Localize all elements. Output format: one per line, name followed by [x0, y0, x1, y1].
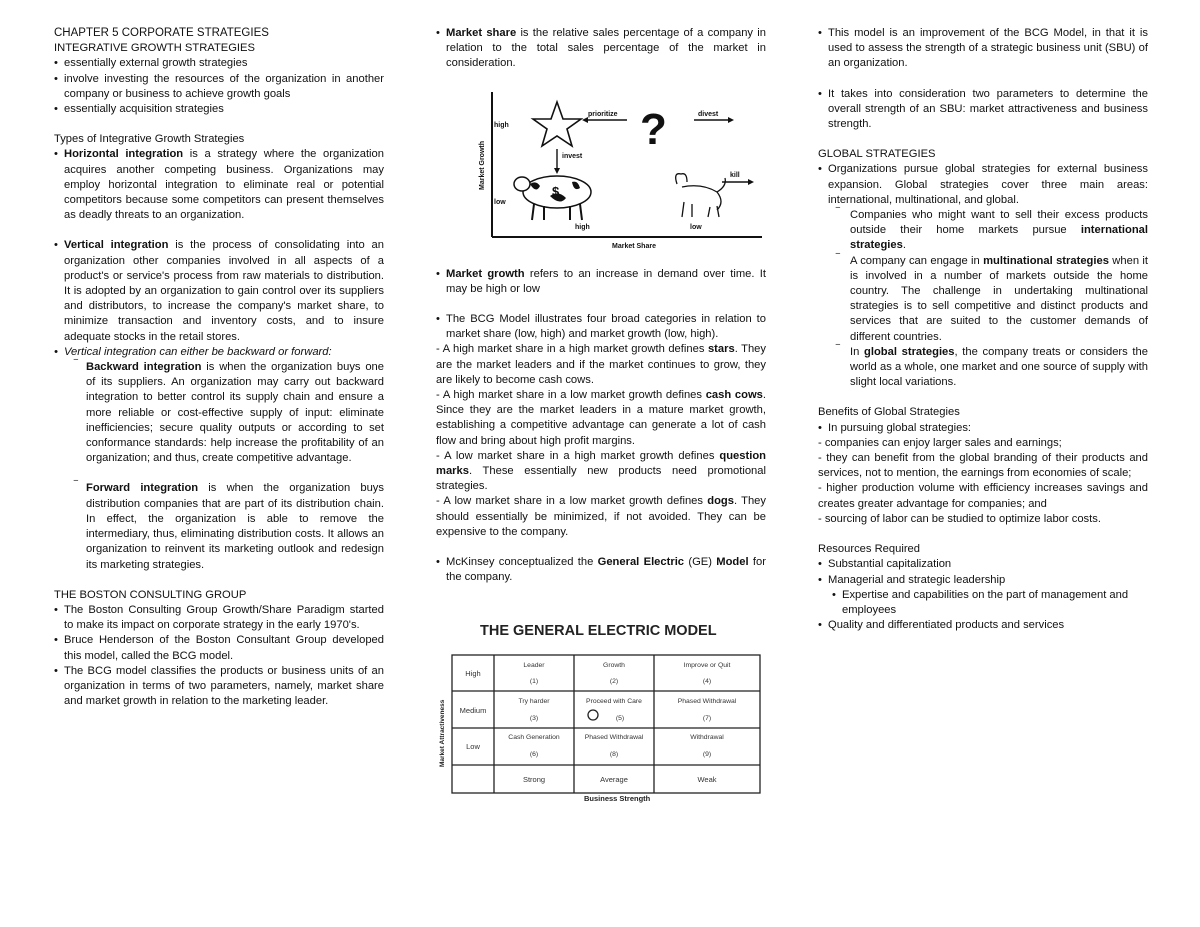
- ge-cell-num: (7): [702, 715, 712, 723]
- section-title: INTEGRATIVE GROWTH STRATEGIES: [54, 42, 255, 55]
- multinational-item: ‾ A company can engage in multinational strategies when it is involved in a number of markets outside the home country. The challenge in undertaking multinational strategies is to sell competitive and distinct products and services that are suited to the customer demands of different countries.: [818, 254, 1148, 345]
- question-marks-definition: - A low market share in a high market growth defines question marks. These essentially new products need promotional strategies.: [436, 449, 766, 493]
- ge-row-low: Low: [466, 742, 480, 752]
- resources-heading: Resources Required: [818, 543, 920, 556]
- list-item: • It takes into consideration two parameters to determine the overall strength of an SBU: market attractiveness and business strength.: [818, 87, 1148, 133]
- ge-cell-num: (3): [529, 715, 539, 723]
- ge-cell-num: (2): [609, 678, 619, 686]
- ge-cell-label: Phased Withdrawal: [584, 734, 644, 742]
- list-item: • essentially external growth strategies: [54, 56, 384, 71]
- list-item: • Substantial capitalization: [818, 557, 1148, 572]
- ge-cell-label: Try harder: [518, 698, 550, 706]
- backward-integration-item: [54, 360, 384, 466]
- benefit-line: - they can benefit from the global branding of their products and services, not to mention, the earnings from economies of scale;: [818, 452, 1148, 480]
- ge-cell-label: Leader: [523, 662, 545, 670]
- vertical-note: • Vertical integration can either be backward or forward:: [54, 345, 384, 360]
- global-intro: • Organizations pursue global strategies for external business expansion. Global strategies cover three main areas: international, multinational, and global.: [818, 162, 1148, 208]
- market-growth-item: [436, 267, 766, 297]
- ge-model-diagram: [436, 615, 766, 805]
- bcg-matrix-diagram: [472, 92, 762, 252]
- mckinsey-item: • McKinsey conceptualized the General Electric (GE) Model for the company.: [436, 555, 766, 585]
- types-heading: Types of Integrative Growth Strategies: [54, 133, 245, 146]
- term: Forward integration: [86, 482, 199, 495]
- ge-cell-num: (9): [702, 751, 712, 759]
- bcg-x-high: high: [575, 223, 590, 231]
- list-item: • involve investing the resources of the organization in another company or business to achieve growth goals: [54, 72, 384, 102]
- forward-integration-item: [54, 481, 384, 572]
- ge-col-average: Average: [600, 775, 628, 785]
- invest-label: invest: [562, 152, 583, 160]
- ge-row-medium: Medium: [459, 706, 487, 716]
- kill-label: kill: [730, 171, 740, 179]
- bcg-heading: THE BOSTON CONSULTING GROUP: [54, 588, 247, 601]
- definition: is when the organization buys distribution companies that are part of its distribution chain. In effect, the organization is able to remove the intermediary, thus, eliminating distribution costs. It allows an organization to reinvent its marketing outlook and redesign its marketing strategies.: [86, 482, 384, 571]
- benefit-line: - higher production volume with efficiency increases savings and creates greater advantage for companies; and: [818, 482, 1148, 510]
- benefit-line: - sourcing of labor can be studied to optimize labor costs.: [818, 512, 1101, 525]
- ge-y-axis-label: Market Attractiveness: [439, 700, 446, 768]
- term: Market growth: [446, 267, 525, 280]
- ge-col-strong: Strong: [522, 775, 546, 785]
- ge-cell-label: Proceed with Care: [586, 698, 642, 706]
- star-icon: [533, 102, 581, 146]
- benefit-line: - companies can enjoy larger sales and earnings;: [818, 436, 1062, 449]
- ge-cell-num: (6): [529, 751, 539, 759]
- global-heading: GLOBAL STRATEGIES: [818, 148, 936, 161]
- list-item: • The BCG model classifies the products or business units of an organization in terms of two parameters, namely, market share and market growth in relation to the marketing leader.: [54, 664, 384, 710]
- dogs-definition: - A low market share in a low market growth defines dogs. They should essentially be minimized, if not avoided. They can be expensive to the company.: [436, 495, 766, 538]
- bcg-x-low: low: [690, 223, 702, 231]
- term: Market share: [446, 27, 517, 39]
- list-item: • This model is an improvement of the BCG Model, in that it is used to assess the strength of a strategic business unit (SBU) of an organization.: [818, 26, 1148, 72]
- cash-cow-icon: [514, 176, 591, 220]
- horizontal-integration-item: [54, 147, 384, 223]
- term: Vertical integration: [64, 239, 169, 252]
- bcg-y-axis-label: Market Growth: [479, 140, 486, 190]
- ge-cell-label: Phased Withdrawal: [677, 698, 737, 706]
- list-item: • Bruce Henderson of the Boston Consultant Group developed this model, called the BCG model.: [54, 633, 384, 663]
- column-3: [818, 26, 1148, 633]
- ge-cell-label: Withdrawal: [690, 734, 724, 742]
- list-item: • Expertise and capabilities on the part of management and employees: [818, 588, 1148, 618]
- ge-cell-label: Improve or Quit: [683, 662, 731, 670]
- bcg-y-low: low: [494, 198, 506, 206]
- ge-col-weak: Weak: [697, 775, 717, 785]
- ge-cell-label: Cash Generation: [508, 734, 560, 742]
- ge-x-axis-label: Business Strength: [584, 794, 651, 804]
- circle-marker-icon: [588, 710, 598, 720]
- definition: is when the organization buys one of its suppliers. An organization may carry out backward integration to better control its supply chain and ensure a more reliable or cost-effective supply of input: eliminate inefficiencies; secure quality outputs or according to set conformance standards: help increase the profitability of an organization; and thus, create competitive advantage.: [86, 361, 385, 465]
- benefits-heading: Benefits of Global Strategies: [818, 406, 960, 419]
- bcg-y-high: high: [494, 121, 509, 129]
- divest-label: divest: [698, 110, 719, 118]
- cash-cows-definition: - A high market share in a low market growth defines cash cows. Since they are the market leaders in a mature market growth, establishing a competitive advantage can generate a lot of cash flow and bring about high profit margins.: [436, 389, 767, 447]
- ge-model-title: THE GENERAL ELECTRIC MODEL: [480, 623, 717, 640]
- list-item: • Managerial and strategic leadership: [818, 573, 1148, 588]
- list-item: • The Boston Consulting Group Growth/Share Paradigm started to make its impact on corporate strategy in the early 1970's.: [54, 603, 384, 633]
- ge-cell-label: Growth: [603, 662, 625, 670]
- list-item: • essentially acquisition strategies: [54, 102, 384, 117]
- column-2: [436, 26, 766, 805]
- definition: refers to an increase in demand over time. It may be high or low: [446, 267, 766, 295]
- stars-definition: - A high market share in a high market growth defines stars. They are the market leaders and if the market continues to grow, they are likely to become cash cows.: [436, 343, 766, 386]
- prioritize-label: prioritize: [588, 110, 618, 118]
- dog-icon: [676, 173, 726, 216]
- benefits-intro: • In pursuing global strategies:: [818, 421, 1148, 436]
- ge-cell-num: (5): [615, 715, 625, 723]
- definition: is a strategy where the organization acquires another competing business. Organizations may employ horizontal integration to eliminate real or potential competitors because some competitors can present themselves as deadly threats to an organization.: [64, 148, 384, 222]
- global-item: ‾ In global strategies, the company treats or considers the world as a whole, one market and one source of supply with slight local variations.: [818, 345, 1148, 391]
- international-item: ‾ Companies who might want to sell their excess products outside their home markets pursue international strategies.: [818, 208, 1148, 254]
- bcg-x-axis-label: Market Share: [612, 242, 656, 250]
- term: Backward integration: [86, 361, 202, 374]
- market-share-item: [436, 26, 766, 72]
- term: Horizontal integration: [64, 148, 184, 161]
- column-1: [54, 26, 384, 709]
- ge-cell-num: (1): [529, 678, 539, 686]
- ge-cell-num: (8): [609, 751, 619, 759]
- ge-cell-num: (4): [702, 678, 712, 686]
- bcg-model-item: • The BCG Model illustrates four broad categories in relation to market share (low, high) and market growth (low, high).: [436, 312, 766, 342]
- cow-dollar-symbol: $: [552, 183, 560, 199]
- definition: is the process of consolidating into an organization other companies involved in all aspects of a product's or service's process from raw materials to distribution. It is adopted by an organization to gain control over its suppliers and distributors, to increase the company's market share, to minimize transaction and inventory costs, and to insure adequate stocks in the retail stores.: [64, 239, 384, 343]
- definition: is the relative sales percentage of a company in relation to the total sales percentage of the market in consideration.: [446, 27, 766, 70]
- question-mark-icon: ?: [640, 104, 667, 154]
- vertical-integration-item: [54, 238, 384, 344]
- chapter-title: CHAPTER 5 CORPORATE STRATEGIES: [54, 27, 269, 39]
- ge-row-high: High: [465, 669, 481, 679]
- list-item: • Quality and differentiated products and services: [818, 618, 1148, 633]
